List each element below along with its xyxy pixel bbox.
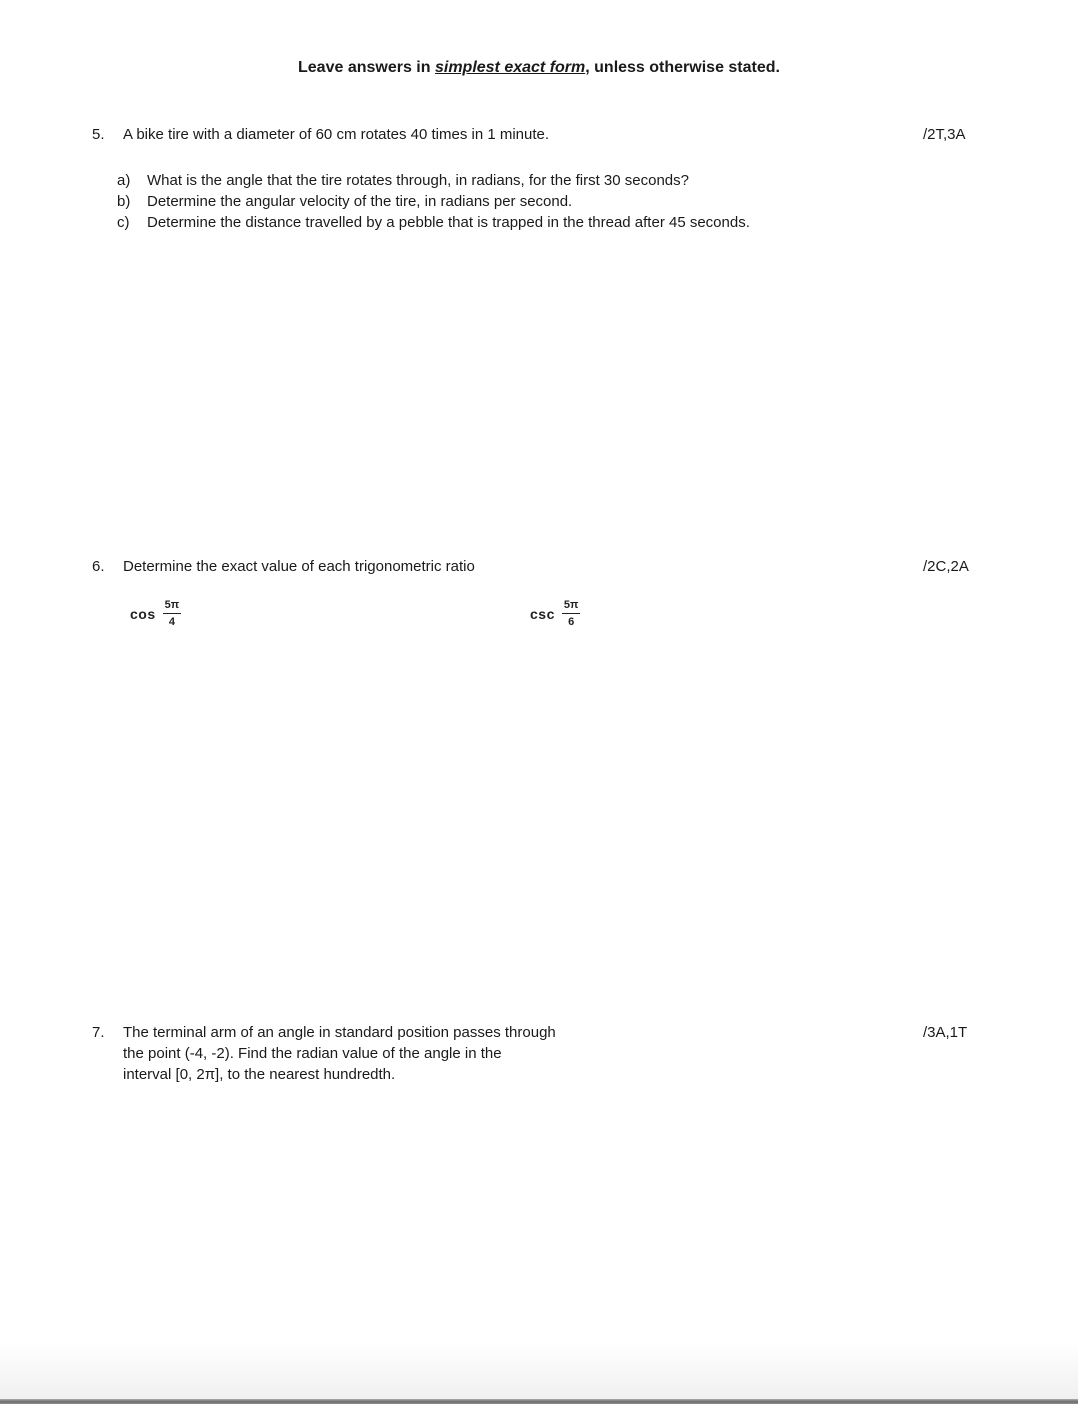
instruction-suffix: , unless otherwise stated.: [585, 59, 780, 76]
trig-function-csc: csc: [530, 605, 555, 622]
question-5-part-c: [117, 212, 750, 233]
question-5-marks: /2T,3A: [923, 126, 966, 143]
question-7-line-2: the point (-4, -2). Find the radian value of the angle in the: [123, 1045, 502, 1062]
question-7: [92, 1022, 556, 1085]
trig-function-cos: cos: [130, 605, 156, 622]
expression-cos-5pi-4: [130, 598, 181, 629]
fraction-5pi-4: [163, 598, 182, 629]
fraction-numerator: 5π: [562, 598, 581, 614]
question-5-part-a: [117, 170, 750, 191]
page-bottom-fade: [0, 1341, 1078, 1399]
question-5-number: 5.: [92, 126, 105, 143]
question-5: [92, 124, 549, 145]
part-b-label: b): [117, 193, 131, 210]
question-6-text: Determine the exact value of each trigonometric ratio: [123, 558, 475, 575]
part-b-text: Determine the angular velocity of the tire, in radians per second.: [147, 193, 573, 210]
question-5-text: A bike tire with a diameter of 60 cm rotates 40 times in 1 minute.: [123, 126, 550, 143]
instruction-prefix: Leave answers in: [298, 59, 435, 76]
question-6-number: 6.: [92, 558, 105, 575]
fraction-denominator: 4: [168, 616, 175, 628]
question-7-line-3: interval [0, 2π], to the nearest hundredth.: [123, 1066, 396, 1083]
fraction-5pi-6: [562, 598, 581, 629]
question-7-marks: /3A,1T: [923, 1024, 968, 1041]
fraction-numerator: 5π: [163, 598, 182, 614]
instruction-emphasis: simplest exact form: [434, 59, 586, 76]
question-5-part-b: [117, 191, 750, 212]
page-bottom-edge: [0, 1399, 1078, 1404]
question-7-text: [123, 1022, 556, 1085]
instruction-header: [0, 57, 1078, 78]
question-7-line-1: The terminal arm of an angle in standard position passes through: [123, 1024, 556, 1041]
part-c-text: Determine the distance travelled by a pebble that is trapped in the thread after 45 seconds.: [147, 214, 750, 231]
question-6: [92, 556, 475, 577]
fraction-denominator: 6: [568, 616, 575, 628]
part-c-label: c): [117, 214, 130, 231]
question-7-number: 7.: [92, 1024, 105, 1041]
question-6-marks: /2C,2A: [923, 558, 969, 575]
part-a-text: What is the angle that the tire rotates through, in radians, for the first 30 seconds?: [147, 172, 689, 189]
part-a-label: a): [117, 172, 131, 189]
expression-csc-5pi-6: [530, 598, 580, 629]
question-5-parts: [117, 170, 750, 233]
